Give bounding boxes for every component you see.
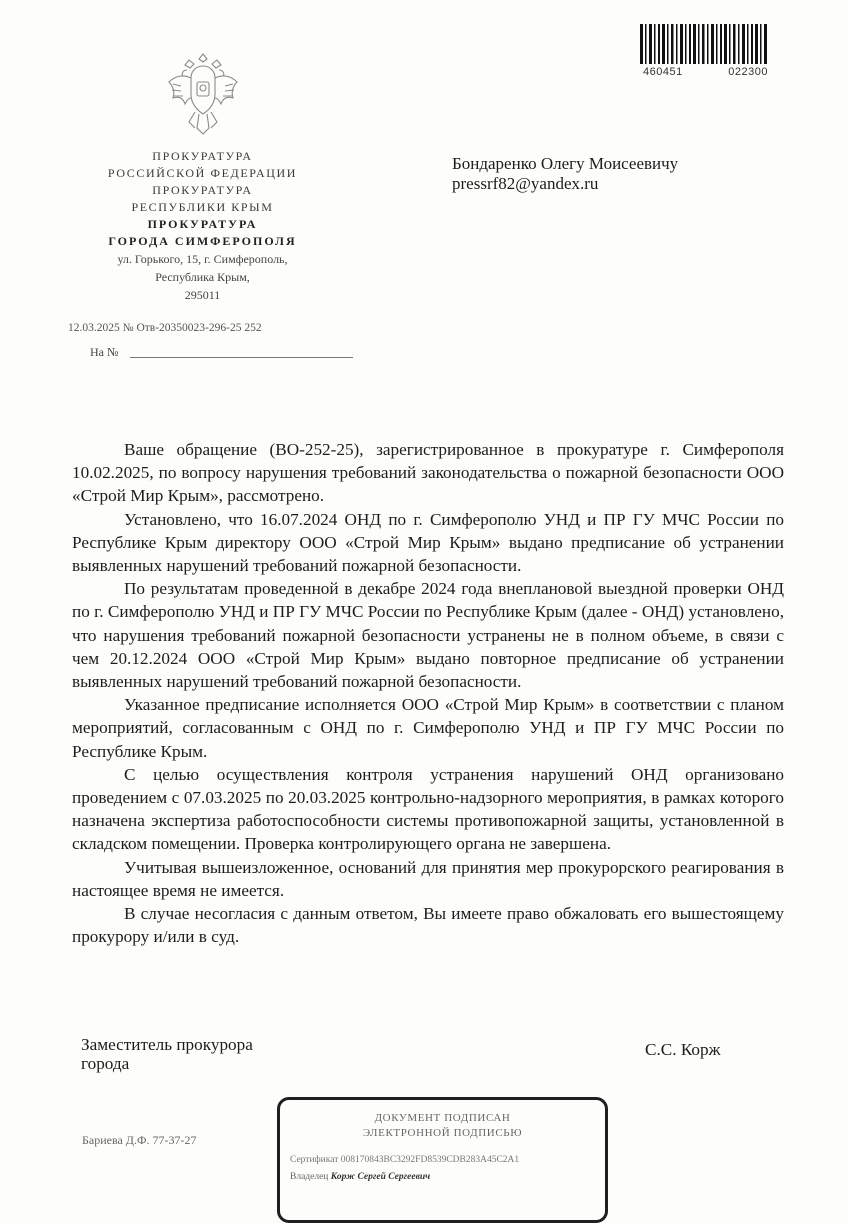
recipient-name: Бондаренко Олегу Моисеевичу <box>452 154 679 173</box>
on-number-blank-line <box>130 357 353 358</box>
sender-address-2: Республика Крым, <box>155 270 250 284</box>
sender-address-3: 295011 <box>184 288 221 302</box>
executor-info: Бариева Д.Ф. 77-37-27 <box>82 1133 197 1147</box>
signatory-position <box>81 1035 253 1073</box>
barcode-number <box>643 66 768 78</box>
body-paragraph-4: Указанное предписание исполняется ООО «Строй Мир Крым» в соответствии с планом мероприятий, согласованным с ОНД по г. Симферополю УНД и ПР ГУ МЧС России по Республике Крым. <box>72 695 784 761</box>
signatory-position-line-2: города <box>81 1054 130 1073</box>
body-paragraph-5: С целью осуществления контроля устранения нарушений ОНД организовано проведением с 07.03.2025 по 20.03.2025 контрольно-надзорного мероприятия, в рамках которого назначена экспертиза работоспособности системы противопожарной защиты, установленной в складском помещении. Проверка контролирующего органа не завершена. <box>72 764 784 854</box>
sender-line-6: ГОРОДА СИМФЕРОПОЛЯ <box>108 234 297 248</box>
stamp-certificate-label: Сертификат <box>290 1155 339 1165</box>
recipient-email: pressrf82@yandex.ru <box>452 174 599 193</box>
stamp-certificate-value: 00817084ЗВС3292FD8539CDB283A45C2A1 <box>340 1155 520 1165</box>
sender-line-4: РЕСПУБЛИКИ КРЫМ <box>131 200 274 214</box>
stamp-title-line-2: ЭЛЕКТРОННОЙ ПОДПИСЬЮ <box>362 1127 523 1139</box>
body-paragraph-7: В случае несогласия с данным ответом, Вы имеете право обжаловать его вышестоящему прокурору и/или в суд. <box>72 904 784 947</box>
sender-line-5: ПРОКУРАТУРА <box>147 217 258 231</box>
stamp-certificate <box>290 1155 519 1165</box>
body-paragraph-3: По результатам проведенной в декабре 2024 года внеплановой выездной проверки ОНД по г. Симферополю УНД и ПР ГУ МЧС России по Республике Крым (далее - ОНД) установлено, что нарушения требований пожарной безопасности устранены не в полном объеме, в связи с чем 20.12.2024 ООО «Строй Мир Крым» выдано повторное предписание об устранении выявленных нарушений требований пожарной безопасности. <box>72 579 784 692</box>
barcode <box>640 24 770 64</box>
stamp-title-line-1: ДОКУМЕНТ ПОДПИСАН <box>374 1112 511 1124</box>
body-paragraph-2: Установлено, что 16.07.2024 ОНД по г. Симферополю УНД и ПР ГУ МЧС России по Республике Крым директору ООО «Строй Мир Крым» выдано предписание об устранении выявленных нарушений требований пожарной безопасности. <box>72 509 784 576</box>
sender-address-1: ул. Горького, 15, г. Симферополь, <box>117 252 288 266</box>
sender-block <box>75 148 330 304</box>
barcode-left-number: 460451 <box>643 66 683 78</box>
stamp-owner-value: Корж Сергей Сергеевич <box>330 1172 431 1182</box>
letter-body <box>72 438 784 948</box>
electronic-signature-stamp <box>277 1097 608 1223</box>
body-paragraph-1: Ваше обращение (ВО-252-25), зарегистрированное в прокуратуре г. Симферополя 10.02.2025, по вопросу нарушения требований законодательства о пожарной безопасности ООО «Строй Мир Крым», рассмотрено. <box>72 440 784 506</box>
body-paragraph-6: Учитывая вышеизложенное, оснований для принятия мер прокурорского реагирования в настоящее время не имеется. <box>72 857 784 900</box>
sender-line-3: ПРОКУРАТУРА <box>152 183 253 197</box>
signatory-name: С.С. Корж <box>645 1040 721 1059</box>
recipient-block <box>452 154 678 194</box>
barcode-right-number: 022300 <box>728 66 768 78</box>
stamp-title <box>280 1111 605 1141</box>
sender-line-2: РОССИЙСКОЙ ФЕДЕРАЦИИ <box>107 166 298 180</box>
outgoing-reference: 12.03.2025 № Отв-20350023-296-25 252 <box>68 322 262 334</box>
coat-of-arms-emblem <box>165 50 241 138</box>
sender-line-1: ПРОКУРАТУРА <box>152 149 253 163</box>
signatory-position-line-1: Заместитель прокурора <box>81 1035 253 1054</box>
stamp-owner <box>290 1172 430 1182</box>
stamp-owner-label: Владелец <box>290 1172 329 1182</box>
on-number-label: На № <box>90 345 119 359</box>
